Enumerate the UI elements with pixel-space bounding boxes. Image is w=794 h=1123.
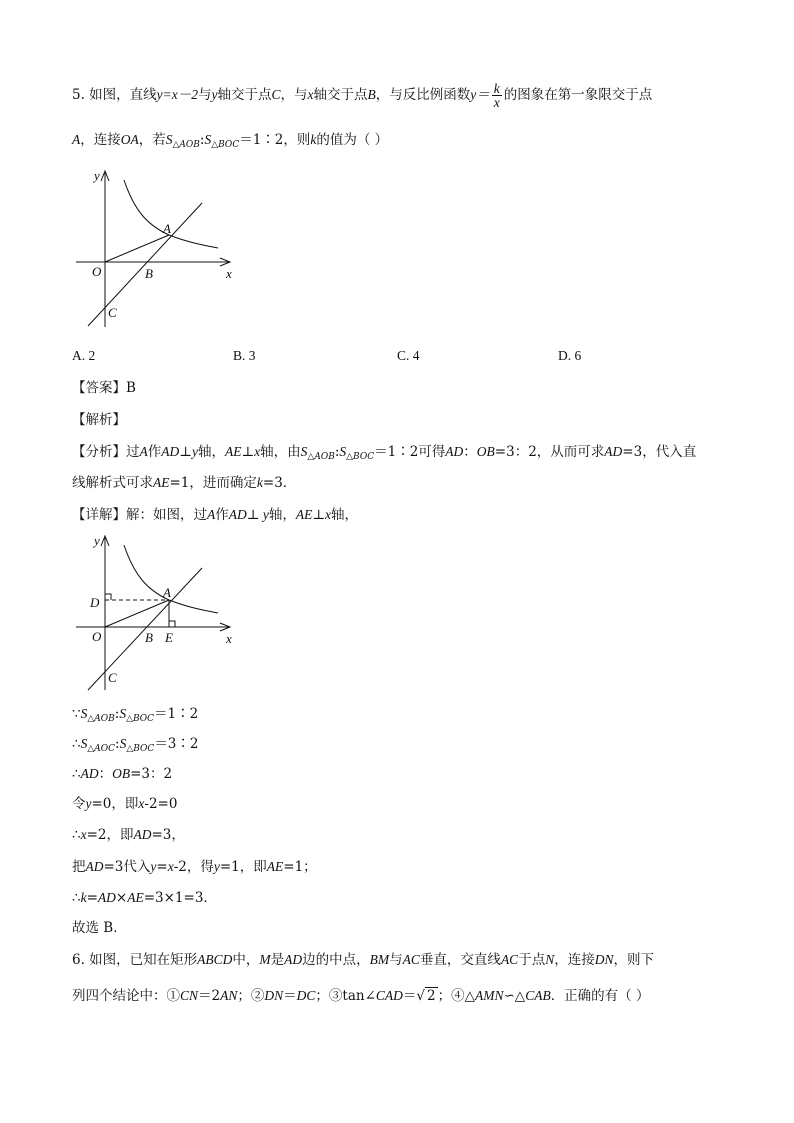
fig1-label-O: O [92, 264, 102, 279]
fig2-label-A: A [163, 585, 171, 600]
q5-stem-line2: A，连接OA，若$S_{\triangle AOB}:S_{\triangle BOC}=1∶2$，则k的值为（ ） [72, 132, 389, 150]
q6-stem-line1: 6. 如图，已知在矩形ABCD中，M是AD边的中点，BM与AC垂直，交直线AC于点N，连接DN，则下 [72, 952, 654, 968]
sqrt-2: √ 2 [416, 988, 436, 1004]
step-6: 把AD=3代入y=x-2，得y=1，即AE=1； [72, 859, 317, 875]
step-7: ∴k=AD×AE=3×1=3． [72, 890, 217, 906]
fig1-label-A: A [163, 221, 171, 236]
analysis-line1: 【分析】过A作AD⊥y轴，AE⊥x轴，由$S_{\triangle AOB}:S_{\triangle BOC}=1∶2$可得AD：OB=3：2，从而可求AD=3，代入直 [72, 444, 697, 462]
fig2-label-E: E [165, 630, 173, 645]
analysis-line2: 线解析式可求AE=1，进而确定k=3． [72, 475, 297, 491]
fig1-label-y: y [94, 168, 100, 183]
choice-b: B. 3 [233, 348, 256, 363]
fig2-label-D: D [90, 595, 100, 610]
step-4: 令y=0，即x-2=0 [72, 796, 178, 812]
step-3: ∴AD：OB=3：2 [72, 766, 173, 782]
fig2-label-B: B [145, 630, 153, 645]
fig1-label-B: B [145, 266, 153, 281]
choice-d: D. 6 [558, 348, 582, 363]
fig1-label-x: x [226, 266, 232, 281]
choice-a: A. 2 [72, 348, 96, 363]
q6-stem-line2: 列四个结论中：①CN＝2AN；②DN＝DC；③tan∠CAD＝√ 2 ；④△AMN∽△CAB．正确的有（ ） [72, 988, 650, 1004]
answer-line: 【答案】B [72, 380, 136, 396]
q5-figure [72, 165, 242, 335]
detail-line: 【详解】解：如图，过A作AD⊥ y轴，AE⊥x轴， [72, 507, 359, 523]
step-1: $\because S_{\triangle AOB}:S_{\triangle BOC}=1∶2$ [72, 706, 199, 724]
step-5: ∴x=2，即AD=3， [72, 827, 185, 843]
step-2: $\therefore S_{\triangle AOC}:S_{\triangle BOC}=3∶2$ [72, 736, 199, 754]
fig2-label-y: y [94, 533, 100, 548]
fig2-label-O: O [92, 629, 102, 644]
step-8: 故选 B． [72, 920, 127, 936]
detail-figure [72, 530, 242, 695]
choice-c: C. 4 [397, 348, 420, 363]
q5-stem-line1: 5. 如图，直线y=x－2与y轴交于点C，与x轴交于点B，与反比例函数y＝ $\frac{k}{x}$ 的图象在第一象限交于点 [72, 81, 653, 110]
fig2-label-x: x [226, 631, 232, 646]
fraction-k-over-x: $\frac{k}{x}$ [493, 81, 500, 110]
fig2-label-C: C [108, 670, 117, 685]
fig1-label-C: C [108, 305, 117, 320]
analysis-heading: 【解析】 [72, 412, 126, 428]
